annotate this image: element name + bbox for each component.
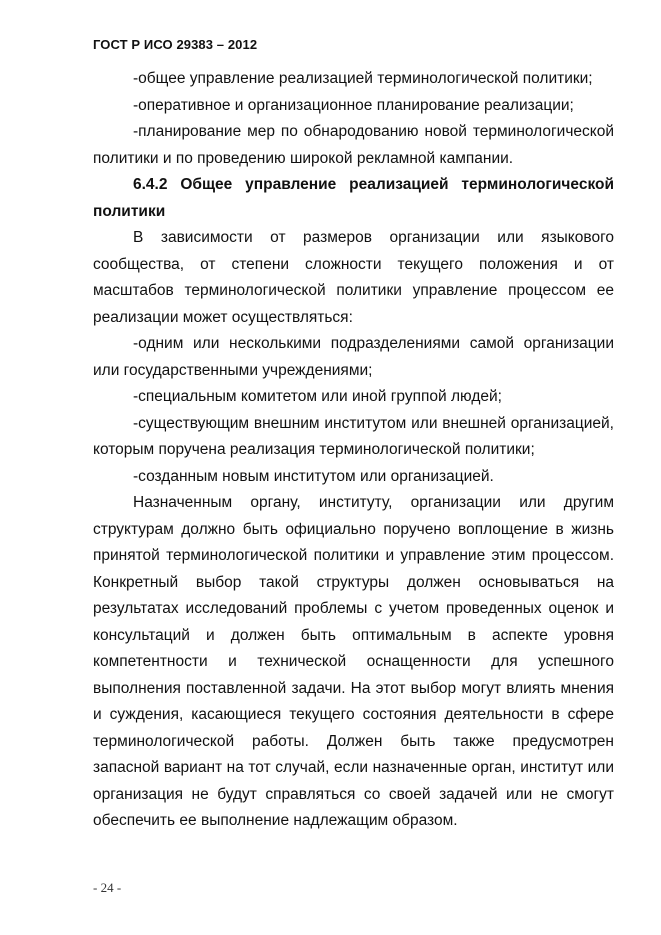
list-item: -оперативное и организационное планирование реализации; [133, 96, 574, 114]
list-item: -созданным новым институтом или организацией. [133, 467, 494, 485]
list-item: -специальным комитетом или иной группой людей; [133, 388, 502, 405]
list-item: -одним или несколькими подразделениями самой организации или государственными учреждениями; [93, 335, 614, 379]
list-item: -общее управление реализацией терминологической политики; [133, 70, 593, 87]
body-paragraph: Назначенным органу, институту, организации или другим структурам должно быть официально поручено воплощение в жизнь принятой терминологической политики и управление этим процессом. Конкретный выбор такой структуры должен основываться на результатах исследований проблемы с учетом проведенных оценок и консультаций и должен быть оптимальным в аспекте уровня компетентности и технической оснащенности для успешного выполнения поставленной задачи. На этот выбор могут влиять мнения и суждения, касающиеся текущего состояния деятельности в сфере терминологической работы. Должен быть также предусмотрен запасной вариант на тот случай, если назначенные орган, институт или организация не будут справляться со своей задачей или не смогут обеспечить ее выполнение надлежащим образом. [93, 494, 614, 829]
page-number: - 24 - [93, 880, 122, 895]
body-paragraph: В зависимости от размеров организации или языкового сообщества, от степени сложности текущего положения и от масштабов терминологической политики управление процессом ее реализации может осуществляться: [93, 229, 614, 326]
list-item: -существующим внешним институтом или внешней организацией, которым поручена реализация терминологической политики; [93, 414, 614, 458]
list-item: -планирование мер по обнародованию новой терминологической политики и по проведению широкой рекламной кампании. [93, 123, 614, 167]
section-heading: 6.4.2 Общее управление реализацией терминологической политики [93, 176, 614, 220]
document-body [93, 66, 614, 835]
standard-header: ГОСТ Р ИСО 29383 – 2012 [93, 37, 258, 52]
